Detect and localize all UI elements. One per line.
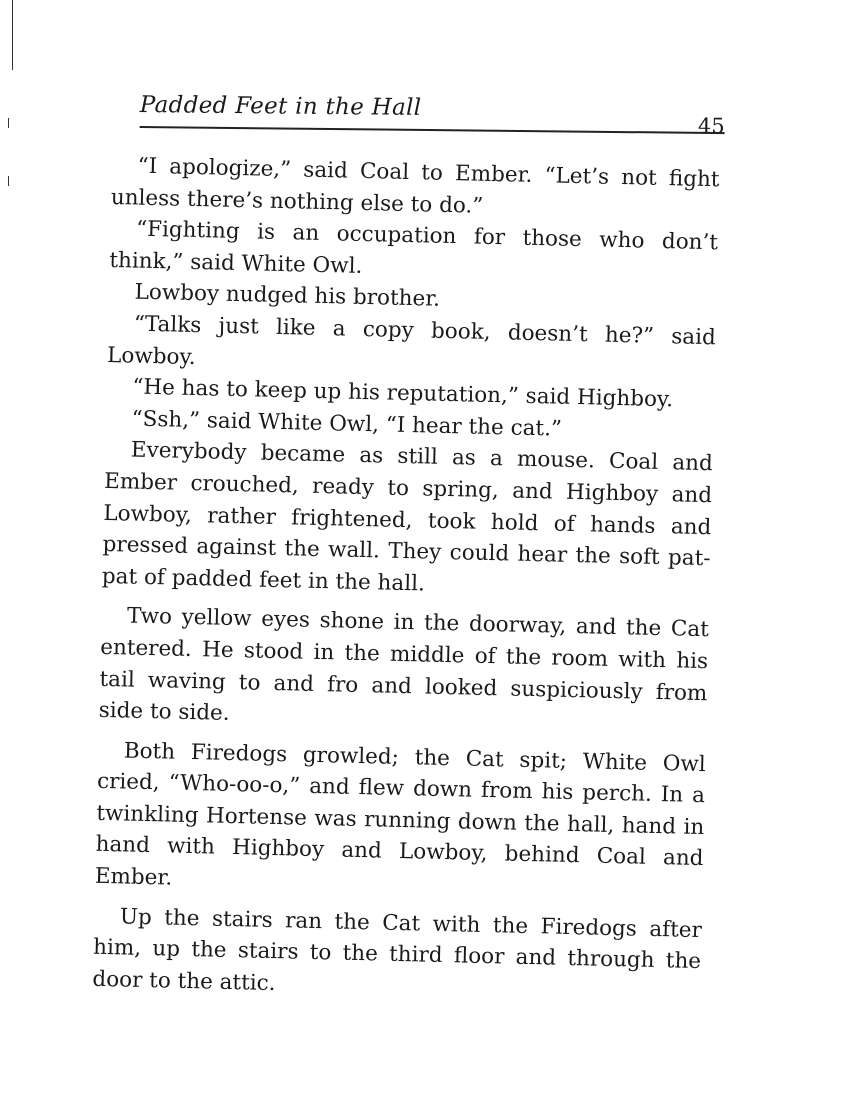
page-number: 45 (697, 113, 725, 139)
running-title: Padded Feet in the Hall (139, 92, 422, 121)
paragraph: “I apologize,” said Coal to Ember. “Let’s not fight unless there’s nothing else to do.” (110, 153, 720, 219)
paragraph: Lowboy nudged his brother. (134, 279, 441, 313)
body-text (92, 150, 720, 1010)
page-header (140, 92, 725, 138)
paragraph: “Fighting is an occupation for those who don’t think,” said White Owl. (109, 216, 719, 279)
paragraph: “Talks just like a copy book, doesn’t he?” said Lowboy. (106, 311, 717, 370)
paragraph: Two yellow eyes shone in the doorway, and the Cat entered. He stood in the middle of the room with his tail waving to and fro and looked suspiciously from side to side. (98, 603, 710, 727)
binding-edge-mark (8, 176, 9, 186)
binding-edge-mark (8, 118, 9, 128)
binding-edge-mark (12, 0, 13, 70)
header-rule (140, 126, 725, 134)
paragraph: Both Firedogs growled; the Cat spit; White Owl cried, “Who-oo-o,” and flew down from his perch. In a twinkling Hortense was running down the hall, hand in hand with Highboy and Lowboy, behind Coal and Ember. (94, 738, 706, 891)
paragraph: “He has to keep up his reputation,” said Highboy. (132, 374, 674, 413)
paragraph: Up the stairs ran the Cat with the Firedogs after him, up the stairs to the third floor and through the door to the attic. (92, 904, 703, 996)
paragraph: Everybody became as still as a mouse. Coal and Ember crouched, ready to spring, and Highboy and Lowboy, rather frightened, took hold of hands and pressed against the wall. They could hear the soft pat-pat of padded feet in the hall. (101, 437, 714, 597)
paragraph: “Ssh,” said White Owl, “I hear the cat.” (131, 406, 563, 442)
